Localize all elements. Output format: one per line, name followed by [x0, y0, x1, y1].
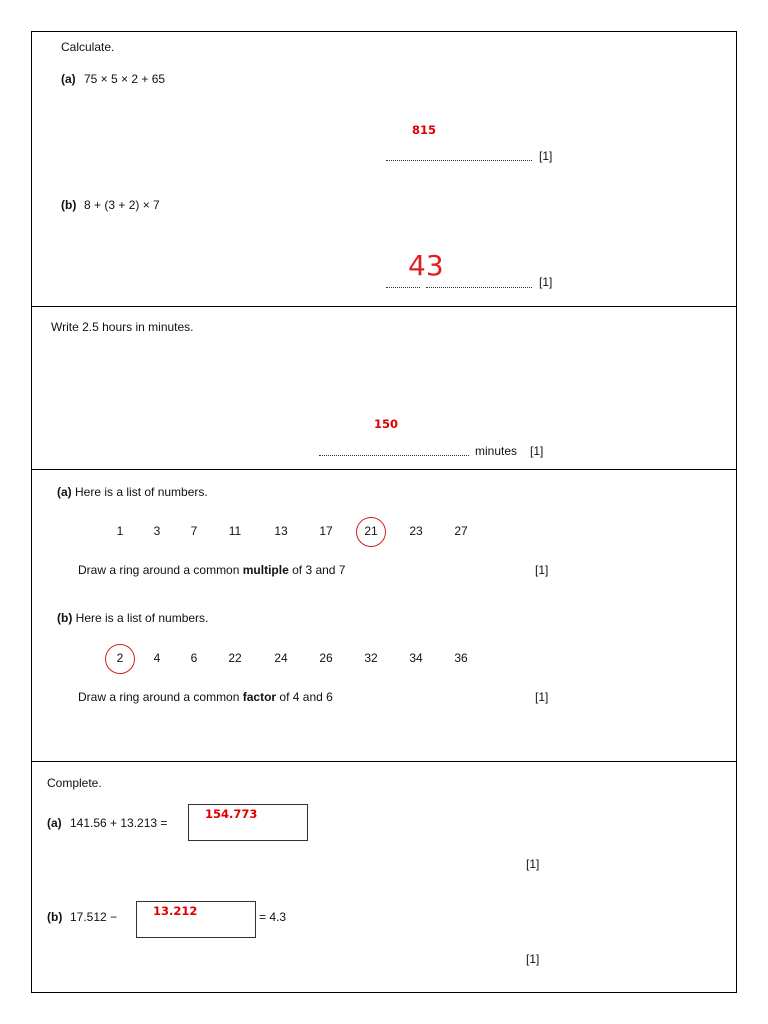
q3a-label: (a): [57, 485, 72, 499]
q3a-number[interactable]: 1: [116, 524, 124, 538]
q4b-tail: = 4.3: [259, 910, 287, 924]
q2-answer: 150: [374, 417, 399, 431]
q3b-label: (b): [57, 611, 73, 625]
q3b-instruction-post: of 4 and 6: [276, 690, 333, 704]
q3b-number[interactable]: 34: [409, 651, 423, 665]
q4a-answer: 154.773: [205, 807, 258, 821]
q3b-instruction: [78, 690, 333, 704]
worksheet-frame: [31, 31, 737, 993]
q3a-heading: [57, 485, 208, 499]
q1a-answer-line: [386, 160, 532, 161]
question-calculate: [32, 32, 736, 306]
q1b-answer-line-left: [386, 287, 420, 288]
q3b-intro: Here is a list of numbers.: [75, 611, 209, 625]
q1a-mark: [1]: [539, 149, 553, 163]
q3a-mark: [1]: [535, 563, 549, 577]
q3a-number[interactable]: 13: [274, 524, 288, 538]
q3a-ring-annotation: [356, 517, 386, 547]
q3a-number[interactable]: 21: [364, 524, 378, 538]
q1b-handwritten-answer: 43: [408, 249, 444, 282]
q3b-mark: [1]: [535, 690, 549, 704]
q3a-instruction: [78, 563, 345, 577]
q1b-answer-line-right: [426, 287, 532, 288]
q4b-mark: [1]: [526, 952, 540, 966]
q3a-number[interactable]: 7: [190, 524, 198, 538]
q1a-expression: 75 × 5 × 2 + 65: [84, 72, 166, 86]
q3b-number[interactable]: 24: [274, 651, 288, 665]
q2-title: Write 2.5 hours in minutes.: [51, 320, 194, 334]
q1a-label: (a): [61, 72, 76, 86]
q3a-instruction-post: of 3 and 7: [288, 563, 346, 577]
question-rings: [32, 469, 736, 761]
q4a-expression: 141.56 + 13.213 =: [70, 816, 168, 830]
q3b-number[interactable]: 4: [153, 651, 161, 665]
q3a-instruction-pre: Draw a ring around a common: [78, 563, 243, 577]
q2-unit: minutes: [475, 444, 518, 458]
q3a-number[interactable]: 3: [153, 524, 161, 538]
q3a-number[interactable]: 27: [454, 524, 468, 538]
q3b-heading: [57, 611, 208, 625]
q4b-answer: 13.212: [153, 904, 198, 918]
q2-answer-line: [319, 455, 469, 456]
q3b-ring-annotation: [105, 644, 135, 674]
q4b-expression: 17.512 −: [70, 910, 118, 924]
q3a-number[interactable]: 17: [319, 524, 333, 538]
q2-mark: [1]: [530, 444, 544, 458]
q3b-number[interactable]: 36: [454, 651, 468, 665]
q4b-label: (b): [47, 910, 63, 924]
q1a-answer: 815: [412, 123, 437, 137]
q3b-number[interactable]: 22: [228, 651, 242, 665]
q4a-mark: [1]: [526, 857, 540, 871]
q3b-instruction-keyword: factor: [242, 690, 277, 704]
q3a-instruction-keyword: multiple: [242, 563, 289, 577]
q3a-number[interactable]: 11: [228, 524, 242, 538]
q3b-number[interactable]: 2: [116, 651, 124, 665]
q3b-number[interactable]: 32: [364, 651, 378, 665]
q3b-instruction-pre: Draw a ring around a common: [78, 690, 243, 704]
q4a-answer-box[interactable]: [188, 804, 308, 841]
q1-title: Calculate.: [61, 40, 115, 54]
q3b-number[interactable]: 26: [319, 651, 333, 665]
q3a-number[interactable]: 23: [409, 524, 423, 538]
q1b-mark: [1]: [539, 275, 553, 289]
question-complete: [32, 761, 736, 994]
question-hours-to-minutes: [32, 306, 736, 469]
q1b-label: (b): [61, 198, 77, 212]
q4-title: Complete.: [47, 776, 102, 790]
q4a-label: (a): [47, 816, 62, 830]
q1b-expression: 8 + (3 + 2) × 7: [84, 198, 160, 212]
q3a-intro: Here is a list of numbers.: [75, 485, 208, 499]
q4b-answer-box[interactable]: [136, 901, 256, 938]
q3b-number[interactable]: 6: [190, 651, 198, 665]
